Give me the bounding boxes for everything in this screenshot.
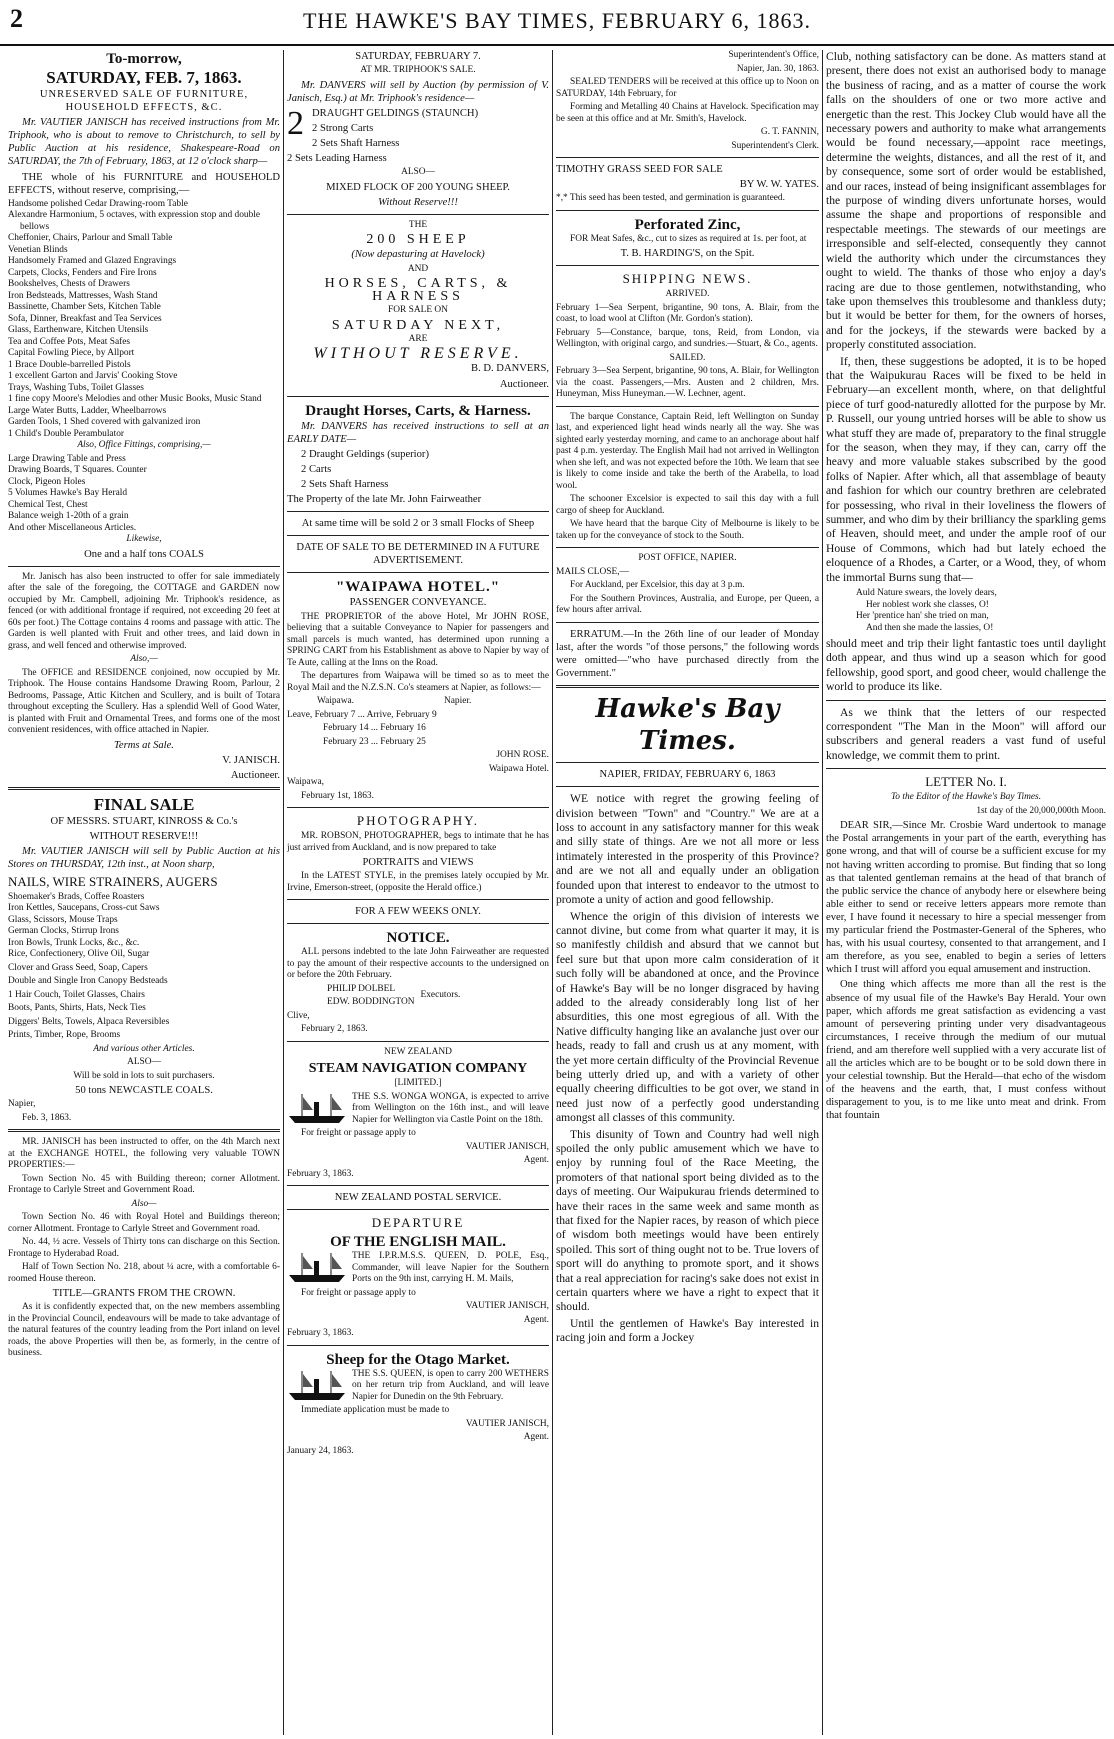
list-item: Bookshelves, Chests of Drawers	[8, 279, 130, 290]
steamship-icon	[287, 1369, 347, 1403]
news-item: The schooner Excelsior is expected to sail this day with a full cargo of sheep for Auckland.	[556, 494, 819, 516]
divider	[556, 685, 819, 688]
signature: V. JANISCH.	[222, 754, 280, 766]
ad-text: PORTRAITS and VIEWS	[362, 857, 474, 869]
list-item: Shoemaker's Brads, Coffee Roasters	[8, 891, 145, 902]
letter-date: 1st day of the 20,000,000th Moon.	[976, 805, 1106, 816]
ad-text: For freight or passage apply to	[301, 1287, 416, 1298]
ad-text: Mr. VAUTIER JANISCH will sell by Public Auction at his Stores on THURSDAY, 12th inst., at Noon sharp,	[8, 846, 280, 871]
signature: VAUTIER JANISCH,	[465, 1418, 549, 1429]
ad-text: BY W. W. YATES.	[739, 179, 819, 191]
divider	[287, 214, 549, 215]
ad-text: Terms at Sale.	[114, 739, 174, 751]
editorial-paragraph: should meet and trip their light fantastic toes until daylight doth appear, and thus wind up a season which for good fellowship, good sport, and good cheer, would challenge the world to produce its like.	[826, 637, 1106, 694]
verse-line: Auld Nature swears, the lovely dears,	[856, 588, 997, 599]
ad-text: Likewise,	[126, 534, 162, 545]
verse	[826, 588, 1106, 634]
geldings-block	[287, 107, 549, 167]
signature-role: Auctioneer.	[499, 378, 549, 390]
ad-text: Town Section No. 45 with Building thereon; corner Allotment. Frontage to Carlyle Street and Government Road.	[8, 1173, 280, 1196]
column-4	[826, 50, 1106, 1735]
news-item: February 1—Sea Serpent, brigantine, 90 tons, A. Blair, from the coast, to load wool at Clifton (Mr. Gordon's station).	[556, 302, 819, 325]
column-1	[8, 50, 280, 1735]
list-item: Chemical Test, Chest	[8, 499, 88, 510]
news-item: ERRATUM.—In the 26th line of our leader of Monday last, after the words "of those persons," the following words were omitted—"who have purchased directly from the Government."	[556, 628, 819, 680]
ad-text: Mr. DANVERS will sell by Auction (by permission of V. Janisch, Esq.) at Mr. Triphook's residence—	[287, 79, 549, 104]
list-item: Glass, Earthenware, Kitchen Utensils	[8, 325, 149, 336]
list-item: Iron Bedsteads, Mattresses, Wash Stand	[8, 290, 158, 301]
ad-subheading: NEW ZEALAND POSTAL SERVICE.	[334, 1192, 502, 1204]
column-2	[287, 50, 549, 1735]
divider	[287, 511, 549, 512]
divider	[287, 1041, 549, 1042]
ad-text: Clive,	[287, 1010, 310, 1021]
ad-text: Mr. VAUTIER JANISCH has received instructions from Mr. Triphook, who is about to remove to Christchurch, to sell by Public Auction at his residence, Shakespeare-Road on SATURDAY, the 7th of February, 1863, at 12 o'clock sharp—	[8, 117, 280, 168]
steamship-icon	[287, 1092, 347, 1126]
ad-text: February 3, 1863.	[287, 1168, 354, 1179]
ad-text: Mr. Janisch has also been instructed to offer for sale immediately after the sale of the foregoing, the COTTAGE and GARDEN now occupied by Mr. Campbell, adjoining Mr. Triphook's residence, as fenced (or with additional frontage if required, not exceeding 20 feet at 60s per foot.) The Cottage contains 4 rooms and passage with attic. The Garden is well planted with Fruit and other trees, and laid down in grass, and well fenced and otherwise improved.	[8, 571, 280, 651]
divider	[287, 1345, 549, 1346]
ad-heading: SATURDAY, FEBRUARY 7.	[355, 51, 481, 62]
signature: EDW. BODDINGTON	[327, 997, 415, 1008]
divider	[287, 807, 549, 808]
ad-text: 2 Sets Leading Harness	[287, 153, 387, 165]
list-item: Cheffonier, Chairs, Parlour and Small Table	[8, 233, 173, 244]
ad-text: No. 44, ½ acre. Vessels of Thirty tons can discharge on this Section. Frontage to Hyderabad Road.	[8, 1237, 280, 1259]
signature: B. D. DANVERS,	[471, 363, 549, 375]
ad-text: Also,—	[130, 654, 158, 665]
signature-role: Agent.	[523, 1155, 549, 1166]
column-rule	[822, 50, 823, 1735]
ad-text: 2 Strong Carts	[312, 122, 374, 134]
ad-text: One and a half tons COALS	[84, 548, 204, 560]
list-item: Large Water Butts, Ladder, Wheelbarrows	[8, 405, 167, 416]
ad-text: January 24, 1863.	[287, 1445, 354, 1456]
ad-text: Feb. 3, 1863.	[22, 1112, 72, 1123]
news-item: February 3—Sea Serpent, brigantine, 90 tons, A. Blair, for Wellington via the coast. Passengers,—Mrs. Austen and 2 children, Mrs. Huneyman, Miss Huneyman.—W. Lechner, agent.	[556, 366, 819, 400]
letter-heading: LETTER No. I.	[925, 774, 1007, 790]
ad-heading: "WAIPAWA HOTEL."	[335, 579, 501, 596]
list-item: Iron Kettles, Saucepans, Cross-cut Saws	[8, 903, 160, 913]
ad-text: Clover and Grass Seed, Soap, Capers	[8, 962, 148, 973]
news-item: We have heard that the barque City of Melbourne is likely to be taken up for the conveyance of stock to the South.	[556, 519, 819, 541]
ad-text: For Auckland, per Excelsior, this day at 3 p.m.	[570, 580, 745, 591]
list-item: Trays, Washing Tubs, Toilet Glasses	[8, 382, 144, 393]
ad-text: Napier,	[8, 1099, 36, 1110]
ad-text: THE whole of his FURNITURE and HOUSEHOLD EFFECTS, without reserve, comprising,—	[8, 171, 280, 196]
ad-text: Mr. DANVERS has received instructions to sell at an EARLY DATE—	[287, 420, 549, 445]
list-item: And other Miscellaneous Articles.	[8, 522, 137, 533]
list-item: Iron Bowls, Trunk Locks, &c., &c.	[8, 937, 140, 948]
divider	[556, 406, 819, 407]
ad-text: FOR SALE ON	[388, 305, 448, 316]
ad-text: February 1st, 1863.	[301, 790, 374, 801]
divider	[556, 786, 819, 787]
divider	[8, 566, 280, 567]
ad-subheading: DEPARTURE	[371, 1215, 465, 1231]
ad-text: Forming and Metalling 40 Chains at Havelock. Specification may be seen at this office and at Mr. Smith's, Havelock.	[556, 102, 819, 124]
divider	[826, 768, 1106, 769]
masthead	[0, 0, 1114, 46]
ad-text: ALSO—	[401, 167, 435, 178]
ad-text: Also, Office Fittings, comprising,—	[77, 440, 211, 451]
ad-heading: SATURDAY NEXT,	[331, 317, 505, 333]
ad-text: SEALED TENDERS will be received at this office up to Noon on SATURDAY, 14th February, for	[556, 77, 819, 99]
letter-paragraph: DEAR SIR,—Since Mr. Crosbie Ward undertook to manage the Postal arrangements in your part of the earth, everything has gone wrong, and that will of course be a sufficient excuse for my not having written according to promise. But finding that so long as that talented gentleman remains at the head of that branch of the public service the chance of anybody here or elsewhere being able either to send or receive letters appears more remote than ever, I have found it necessary to hire a special messenger from my particular friend the Postmaster-General of the Spheres, who has, with his usual courtesy, consented to that arrangement, and I am therefore, as you see, enabled to begin a series of letters which I trust will afford you equal amusement and instruction.	[826, 820, 1106, 976]
list-item: Large Drawing Table and Press	[8, 453, 126, 464]
list-item: German Clocks, Stirrup Irons	[8, 926, 119, 936]
divider	[287, 899, 549, 900]
ad-text: Superintendent's Office,	[728, 50, 819, 60]
ad-text: At same time will be sold 2 or 3 small Flocks of Sheep	[301, 518, 535, 530]
ad-text: Also—	[131, 1198, 157, 1209]
column-rule	[552, 50, 553, 1735]
ad-text: MIXED FLOCK OF 200 YOUNG SHEEP.	[326, 181, 510, 193]
ad-subheading: [LIMITED.]	[394, 1078, 442, 1089]
ad-heading: PHOTOGRAPHY.	[356, 813, 480, 829]
ad-text: THE PROPRIETOR of the above Hotel, Mr JOHN ROSE, believing that a suitable Conveyance to Napier for passengers and small parcels is much wanted, has determined upon running a SPRING CART from his Establishment as above to Napier by way of Te Aute, calling at the Inns on the Road.	[287, 611, 549, 668]
item-list	[8, 892, 280, 950]
ad-heading: SATURDAY, FEB. 7, 1863.	[46, 68, 242, 87]
letter-subheading: To the Editor of the Hawke's Bay Times.	[890, 792, 1042, 803]
divider	[287, 1185, 549, 1186]
ad-text: The OFFICE and RESIDENCE conjoined, now occupied by Mr. Triphook. The House contains Handsome Drawing Room, Parlour, 2 Bedrooms, Passage, Attic Kitchen and Scullery, and is built of Totara throughout excepting the Scullery. Has a splendid Well of Good Water, is planted with Fruit and Ornamental Trees, and forms one of the most convenient residences, with office attached in Napier.	[8, 667, 280, 736]
ad-text: The Property of the late Mr. John Fairweather	[287, 494, 482, 506]
ad-text: T. B. HARDING'S, on the Spit.	[620, 248, 755, 260]
section-heading: SHIPPING NEWS.	[622, 271, 753, 287]
ad-text: FOR A FEW WEEKS ONLY.	[355, 906, 481, 918]
executors-block	[287, 984, 549, 1011]
list-item: Sofa, Dinner, Breakfast and Tea Services	[8, 313, 162, 324]
divider	[287, 1209, 549, 1210]
ad-text: February 3, 1863.	[287, 1328, 354, 1339]
editorial-paragraph: Whence the origin of this division of interests we cannot divine, but come from what quarter it may, it is so manifestly childish and absurd that we cannot but feel sure but that upon more calm consideration of it such folly will be abandoned at once, and the Province of Hawke's Bay will be no longer disgraced by having added to the already considerably long list of her absurdities, this one most egregious of all. With the Native difficulty hanging like an avalanche just over our heads, ready to fall and crush us at any moment, with the yet more certain difficulty of the Provincial Revenue being utterly dried up, and with a variety of other equally cheering difficulties to be got over, we stand in need just now of a perfectly good understanding amongst all classes of this community.	[556, 909, 819, 1125]
divider	[287, 535, 549, 536]
news-item: February 5—Constance, barque, tons, Reid, from London, via Wellington, with original cargo, and sundries.—Stuart, & Co., agents.	[556, 327, 819, 350]
ad-text: Double and Single Iron Canopy Bedsteads	[8, 976, 168, 986]
divider	[8, 1129, 280, 1132]
ad-text: Prints, Timber, Rope, Brooms	[8, 1030, 121, 1040]
ad-heading: Draught Horses, Carts, & Harness.	[305, 402, 531, 419]
editorial-paragraph: As we think that the letters of our respected correspondent "The Man in the Moon" will afford our subscribers and general readers a vast fund of useful knowledge, we commit them to print.	[826, 705, 1106, 762]
timetable-row: February 23 ... February 25	[323, 736, 426, 747]
ad-text: Half of Town Section No. 218, about ¼ acre, with a comfortable 6-roomed House thereon.	[8, 1262, 280, 1284]
divider	[556, 622, 819, 623]
ad-heading: To-morrow,	[106, 51, 182, 67]
newspaper-title: THE HAWKE'S BAY TIMES, FEBRUARY 6, 1863.	[302, 8, 812, 33]
ad-text: Will be sold in lots to suit purchasers.	[73, 1070, 215, 1081]
verse-line: Her noblest work she classes, O!	[866, 599, 989, 610]
list-item: Balance weigh 1-20th of a grain	[8, 511, 129, 522]
ad-text: In the LATEST STYLE, in the premises lately occupied by Mr. Irvine, Emerson-street, (opposite the Herald office.)	[287, 871, 549, 893]
ad-text: And various other Articles.	[93, 1043, 195, 1054]
list-item: Bassinette, Chamber Sets, Kitchen Table	[8, 302, 161, 313]
section-heading: POST OFFICE, NAPIER.	[638, 553, 737, 564]
ad-subheading: NEW ZEALAND	[384, 1046, 452, 1057]
list-item: Capital Fowling Piece, by Allport	[8, 348, 135, 359]
list-item: 1 Child's Double Perambulator	[8, 428, 124, 439]
ad-heading: HORSES, CARTS, & HARNESS	[324, 276, 512, 305]
divider	[556, 265, 819, 266]
page-number: 2	[10, 4, 23, 33]
divider	[556, 547, 819, 548]
verse-line: Her 'prentice han' she tried on man,	[856, 611, 989, 622]
signature: VAUTIER JANISCH,	[465, 1141, 549, 1152]
dropcap-number: 2	[287, 106, 304, 142]
timetable-header: Waipawa. Napier.	[317, 696, 472, 707]
ad-heading: OF THE ENGLISH MAIL.	[330, 1234, 506, 1251]
ad-text: *,* This seed has been tested, and germination is guaranteed.	[556, 193, 785, 204]
item-list	[8, 199, 280, 441]
ad-text: Town Section No. 46 with Royal Hotel and Buildings thereon; corner Allotment. Frontage to Carlyle Street and Government road.	[8, 1212, 280, 1234]
ad-text: MR. JANISCH has been instructed to offer, on the 4th March next at the EXCHANGE HOTEL, the following very valuable TOWN PROPERTIES:—	[8, 1137, 280, 1171]
timetable-row: Leave, February 7 ... Arrive, February 9	[287, 709, 437, 720]
signature: JOHN ROSE.	[496, 750, 549, 761]
ad-heading: WITHOUT RESERVE.	[313, 345, 523, 363]
ad-text: THE	[408, 219, 428, 230]
signature-role: Executors.	[420, 989, 461, 1000]
divider	[287, 923, 549, 924]
list-item: Tea and Coffee Pots, Meat Safes	[8, 336, 131, 347]
ad-text: FOR Meat Safes, &c., cut to sizes as required at 1s. per foot, at	[570, 233, 807, 244]
ad-heading: TIMOTHY GRASS SEED FOR SALE	[556, 164, 723, 175]
editorial-paragraph: Club, nothing satisfactory can be done. As matters stand at present, there does not exist an authorised body to manage the business of racing, and as a matter of course the work falls on the shoulders of one or two more active and energetic than the rest. This Jockey Club would have all the necessary powers and authority to make what arrangements would be found necessary,—appoint race meetings, determine the weights, distances, and all the rest of it, and by consequence, some sort of order would be established, and our races, instead of being insignificant assemblages for the purpose of winding divers unfortunate horses, would assume the shape and proportions of responsible and respectable meetings. The stewards of our meetings are irresponsible and self-elected, consequently they cannot wield the authority which under the circumstances they ought to wield. The thanks of those who enjoy a day's racing are due to those gentlemen, notwithstanding, who take upon themselves this troublesome and thankless duty; but it would be better for them, for the owners of horses, and for the jockeys, if the stewards were backed by a properly constituted association.	[826, 50, 1106, 352]
ad-text: THE I.P.R.M.S.S. QUEEN, D. POLE, Esq., Commander, will leave Napier for the Southern Ports on the 9th inst, carrying H. M. Mails,	[352, 1251, 549, 1285]
ad-text: Boots, Pants, Shirts, Hats, Neck Ties	[8, 1003, 146, 1013]
column-3	[556, 50, 819, 1735]
ad-subheading: UNRESERVED SALE OF FURNITURE, HOUSEHOLD EFFECTS, &C.	[39, 89, 249, 114]
list-item: Garden Tools, 1 Shed covered with galvanized iron	[8, 417, 201, 428]
ad-text: ALSO—	[127, 1057, 161, 1067]
ad-text: As it is confidently expected that, on the new members assembling in the Provincial Council, endeavours will be made to take advantage of the natural features of the country leading from the Port inland on level roads, the above Properties will then be, as formerly, in the centre of business.	[8, 1302, 280, 1359]
list-item: Clock, Pigeon Holes	[8, 476, 86, 487]
editorial-paragraph: This disunity of Town and Country had well nigh spoiled the only public amusement which we have to enjoy by running foul of the Race Meeting, the promoters of that national sport being divided as to the days of meeting. Our Waipukurau friends determined to have their races in the same week and same month as that fixed for the Napier races, by reason of which piece of wisdom both meetings would have been entirely spoiled. This sort of thing ought not to be. True lovers of sport will do anything to promote sport, and it shows that a real appreciation for racing's sake does not exist in certain quarters where we have a right to expect that it should.	[556, 1127, 819, 1314]
ad-text: 2 Draught Geldings (superior)	[301, 448, 429, 460]
divider	[556, 762, 819, 763]
ad-text: 2 Sets Shaft Harness	[301, 478, 389, 490]
paper-nameplate: Hawke's Bay Times.	[595, 694, 780, 757]
news-item: The barque Constance, Captain Reid, left Wellington on Sunday last, and experienced light head winds nearly all the way. She was sighted early yesterday morning, and came to an anchorage about half past 4 p.m. yesterday. The English Mail had not arrived in Wellington when she left, and was not expected before the 10th. We learn that see is likely to come inside and take the berth of the Arabella, to load wool.	[556, 411, 819, 491]
ad-text: MAILS CLOSE,—	[556, 566, 629, 577]
ad-text: For the Southern Provinces, Australia, and Europe, per Queen, a few hours after arrival.	[556, 593, 819, 616]
list-item: Handsome polished Cedar Drawing-room Table	[8, 198, 188, 209]
column-rule	[283, 50, 284, 1735]
divider	[826, 700, 1106, 701]
section-subheading: ARRIVED.	[665, 289, 710, 300]
ad-text: Diggers' Belts, Towels, Alpaca Reversibles	[8, 1016, 170, 1027]
ad-text: DRAUGHT GELDINGS (STAUNCH)	[312, 107, 479, 119]
timetable-row: February 14 ... February 16	[323, 723, 426, 734]
ad-text: TITLE—GRANTS FROM THE CROWN.	[52, 1288, 236, 1300]
signature-role: Superintendent's Clerk.	[731, 140, 819, 151]
ad-heading: Sheep for the Otago Market.	[326, 1351, 510, 1368]
ad-heading: FINAL SALE	[93, 795, 195, 815]
ad-text: ALL persons indebted to the late John Fairweather are requested to pay the amount of their respective accounts to the undersigned on or before the 20th February.	[287, 947, 549, 981]
signature-role: Agent.	[523, 1314, 549, 1325]
letter-paragraph: One thing which affects me more than all the rest is the absence of my usual file of the Hawke's Bay Herald. Your own paper, which affords me great satisfaction as evidencing a vast amount of persevering printing under very disadvantageous circumstances, I receive through the medium of our mutual friend, and am therefore well supplied with a very accurate list of all the articles which are to be bought or to be sold down there in your celestial township. But the Herald—that echo of the wisdom of the heavens and the earth, that, I must confess without disparagement to you, is to me like unto meat and drink. From that fountain	[826, 979, 1106, 1122]
ad-text: 50 tons NEWCASTLE COALS.	[75, 1085, 213, 1096]
ad-text: Immediate application must be made to	[301, 1405, 450, 1416]
editorial-paragraph: WE notice with regret the growing feeling of division between "Town" and "Country." We are at a loss to account in any satisfactory manner for this weak and silly state of things. Are we not all more or less intimately interested in the prosperity of this Province? and are we not all and equally under an obligation founded upon that interest to endeavor to the utmost to promote a unity of action and good fellowship.	[556, 792, 819, 907]
ad-text: Without Reserve!!!	[378, 196, 458, 208]
ad-subheading: AT MR. TRIPHOOK'S SALE.	[360, 65, 476, 76]
list-item: Glass, Scissors, Mouse Traps	[8, 914, 118, 925]
divider	[287, 396, 549, 397]
signature-role: Agent.	[523, 1432, 549, 1443]
ad-text: For freight or passage apply to	[301, 1128, 416, 1139]
ad-text: DATE OF SALE TO BE DETERMINED IN A FUTURE ADVERTISEMENT.	[296, 542, 540, 567]
ad-text: ARE	[408, 333, 428, 344]
ad-heading: Perforated Zinc,	[634, 216, 741, 233]
divider	[556, 210, 819, 211]
list-item: Venetian Blinds	[8, 244, 68, 255]
ad-text: February 2, 1863.	[301, 1024, 368, 1035]
ad-text: 2 Carts	[301, 463, 332, 475]
editorial-paragraph: Until the gentlemen of Hawke's Bay interested in racing join and form a Jockey	[556, 1316, 819, 1345]
list-item: 1 excellent Garton and Jarvis' Cooking Stove	[8, 371, 178, 382]
signature: VAUTIER JANISCH,	[465, 1301, 549, 1312]
divider	[556, 157, 819, 158]
ad-text: NAILS, WIRE STRAINERS, AUGERS	[8, 873, 218, 889]
ad-text: (Now depasturing at Havelock)	[351, 249, 485, 261]
signature: G. T. FANNIN,	[760, 127, 819, 137]
editorial-paragraph: If, then, these suggestions be adopted, it is to be hoped that the Waipukurau Races will be fixed to be held in February—an excellent month, where, on that delightful piece of turf good-naturedly allotted for the purpose by Mr. P. Russell, our young untried horses will be able to show us what stuff they are made of, preparatory to the final struggle for the season, when they may, if they can, carry off the heavy and more valuable stakes subscribed by the good folks of Napier. After which, all that assemblage of beauty and fashion for which our country brethren are celebrated for possessing, who rival in their loveliness the flowers of summer, and who dim by their brilliancy the sparkling gems of Heaven, should meet, and under the ample roof of our House of Commons, which had but lately echoed the eloquence of a Rhodes, a Carter, or a Wood, they, of whom the immortal Burns sung that—	[826, 354, 1106, 584]
list-item: Carpets, Clocks, Fenders and Fire Irons	[8, 267, 157, 278]
steamship-icon	[287, 1251, 347, 1285]
divider	[8, 787, 280, 790]
ad-text: Waipawa,	[287, 777, 324, 788]
ad-subheading: WITHOUT RESERVE!!!	[89, 831, 199, 843]
list-item: Drawing Boards, T Squares. Counter	[8, 465, 147, 476]
list-item: 1 fine copy Moore's Melodies and other Music Books, Music Stand	[8, 394, 262, 405]
ad-text: 1 Hair Couch, Toilet Glasses, Chairs	[8, 989, 145, 1000]
ad-text: AND	[407, 263, 429, 274]
ad-text: THE S.S. QUEEN, is open to carry 200 WETHERS on her return trip from Auckland, and will leave Napier for Dunedin on the 9th February.	[352, 1368, 549, 1402]
divider	[287, 572, 549, 573]
dateline: NAPIER, FRIDAY, FEBRUARY 6, 1863	[599, 769, 776, 781]
ad-text: THE S.S. WONGA WONGA, is expected to arrive from Wellington on the 16th inst., and will leave Napier for Wellington via Castle Point on the 18th.	[352, 1091, 549, 1125]
signature-role: Waipawa Hotel.	[488, 763, 549, 774]
ad-text: Rice, Confectionery, Olive Oil, Sugar	[8, 949, 150, 959]
signature: PHILIP DOLBEL	[327, 983, 396, 994]
ad-subheading: PASSENGER CONVEYANCE.	[349, 597, 487, 609]
item-list	[8, 454, 280, 535]
list-item: 1 Brace Double-barrelled Pistols	[8, 359, 131, 370]
ad-subheading: OF MESSRS. STUART, KINROSS & Co.'s	[50, 816, 238, 828]
ad-text: The departures from Waipawa will be timed so as to meet the Royal Mail and the N.Z.S.N. Co's steamers at Napier, as follows:—	[287, 671, 549, 693]
ad-text: MR. ROBSON, PHOTOGRAPHER, begs to intimate that he has just arrived from Auckland, and is now prepared to take	[287, 831, 549, 853]
list-item: Handsomely Framed and Glazed Engravings	[8, 256, 177, 267]
ad-text: Napier, Jan. 30, 1863.	[736, 63, 819, 74]
list-item: Alexandre Harmonium, 5 octaves, with expression stop and double bellows	[8, 210, 261, 232]
section-subheading: SAILED.	[669, 352, 706, 363]
verse-line: And then she made the lassies, O!	[866, 622, 994, 633]
list-item: 5 Volumes Hawke's Bay Herald	[8, 488, 128, 499]
ad-heading: 200 SHEEP	[366, 232, 470, 248]
signature-role: Auctioneer.	[230, 770, 280, 782]
ad-heading: STEAM NAVIGATION COMPANY	[308, 1061, 528, 1077]
ad-text: 2 Sets Shaft Harness	[312, 137, 400, 149]
ad-heading: NOTICE.	[386, 930, 450, 947]
